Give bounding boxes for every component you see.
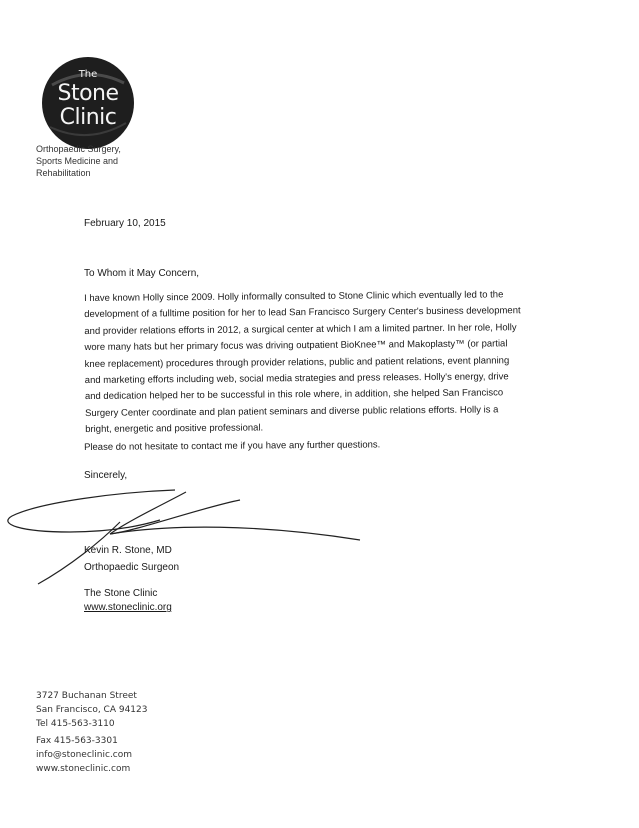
- letter-date: February 10, 2015: [84, 218, 166, 229]
- footer-web[interactable]: www.stoneclinic.com: [36, 764, 131, 774]
- footer-street: 3727 Buchanan Street: [36, 691, 137, 701]
- body-line: development of a fulltime position for her to lead San Francisco Surgery Center's business development: [84, 305, 521, 321]
- tagline-line: Orthopaedic Surgery,: [36, 144, 121, 154]
- body-line: Surgery Center coordinate and plan patient seminars and diverse public relations efforts. Holly is a: [85, 404, 499, 419]
- body-line: I have known Holly since 2009. Holly informally consulted to Stone Clinic which eventually led to the: [84, 289, 504, 304]
- clinic-tagline: [36, 143, 176, 179]
- footer-address: [36, 689, 147, 776]
- body-line: wore many hats but her primary focus was driving outpatient BioKnee™ and Makoplasty™ (or partial: [84, 338, 508, 354]
- tagline-line: Rehabilitation: [36, 168, 91, 178]
- body-line: and marketing efforts including web, social media strategies and press releases. Holly's energy, drive: [84, 371, 509, 387]
- body-line: bright, energetic and positive professional.: [85, 422, 264, 436]
- closing: Sincerely,: [84, 470, 128, 481]
- body-line: knee replacement) procedures through provider relations, public and patient relations, event planning: [84, 354, 510, 370]
- footer-fax: Fax 415-563-3301: [36, 736, 118, 746]
- signatory-title: Orthopaedic Surgeon: [84, 562, 180, 573]
- logo-clinic-text: Clinic: [59, 105, 117, 130]
- salutation: To Whom it May Concern,: [84, 268, 200, 279]
- handwritten-signature: [0, 480, 400, 590]
- signatory-name: Kevin R. Stone, MD: [84, 545, 172, 556]
- logo-the-text: The: [78, 69, 98, 80]
- website-link[interactable]: www.stoneclinic.org: [84, 602, 172, 613]
- footer-city: San Francisco, CA 94123: [36, 705, 148, 715]
- stone-clinic-logo: [42, 57, 134, 149]
- logo-stone-text: Stone: [57, 81, 119, 106]
- contact-paragraph: Please do not hesitate to contact me if you have any further questions.: [84, 439, 381, 453]
- tagline-line: Sports Medicine and: [36, 156, 119, 166]
- body-line: and dedication helped her to be successful in this role where, in addition, she helped San Francisco: [84, 387, 504, 403]
- footer-email[interactable]: info@stoneclinic.com: [36, 750, 133, 760]
- body-paragraph: [84, 287, 577, 439]
- body-line: and provider relations efforts in 2012, a surgical center at which I am a limited partner. In her role, Holly: [84, 322, 517, 337]
- signatory-org: The Stone Clinic: [84, 588, 158, 599]
- footer-tel: Tel 415-563-3110: [36, 719, 115, 729]
